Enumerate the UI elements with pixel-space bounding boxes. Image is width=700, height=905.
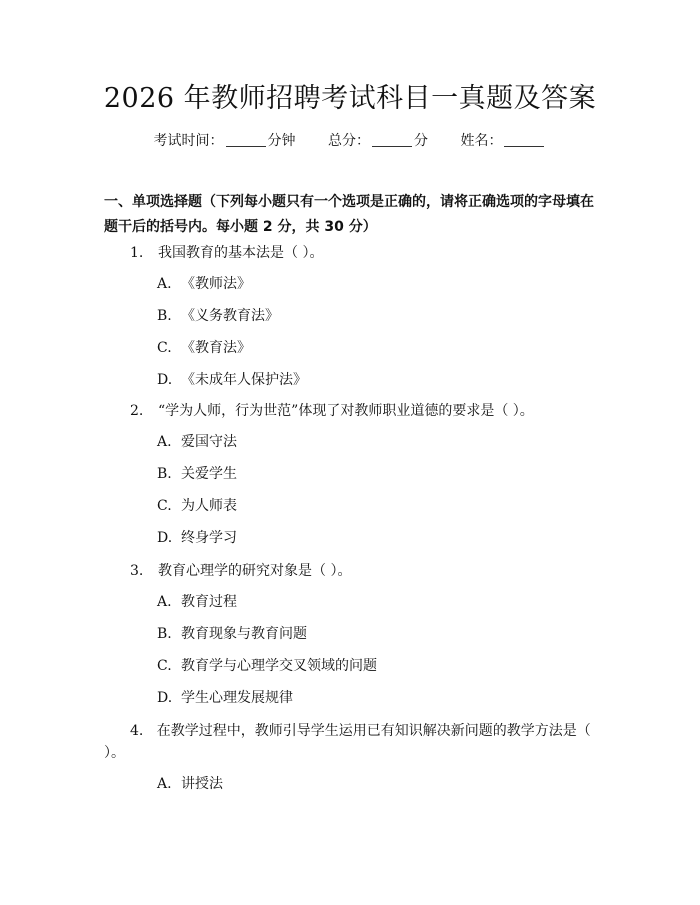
total-score-unit: 分	[414, 133, 428, 149]
exam-title: 2026 年教师招聘考试科目一真题及答案	[103, 83, 597, 114]
option-text: 《教师法》	[181, 276, 251, 292]
question-number: 2.	[130, 403, 144, 419]
question-1-option-c	[157, 338, 251, 358]
option-letter: C.	[157, 658, 172, 674]
option-letter: B.	[157, 466, 172, 482]
option-letter: B.	[157, 308, 172, 324]
question-3-option-c	[157, 656, 377, 676]
exam-time-unit: 分钟	[267, 133, 296, 149]
exam-time-blank	[226, 132, 266, 147]
option-letter: B.	[157, 626, 172, 642]
question-2-option-b	[157, 464, 237, 484]
question-3-option-b	[157, 624, 307, 644]
question-number: 4.	[130, 723, 144, 739]
question-1-option-b	[157, 306, 279, 326]
option-text: 《未成年人保护法》	[181, 372, 307, 388]
question-1	[104, 242, 598, 264]
option-text: 关爱学生	[181, 466, 237, 482]
name-label: 姓名：	[460, 133, 503, 149]
exam-time-field	[154, 133, 300, 149]
option-text: 爱国守法	[181, 434, 237, 450]
option-letter: A.	[157, 434, 172, 450]
question-4	[104, 720, 598, 764]
question-2	[104, 400, 598, 422]
option-letter: D.	[157, 372, 173, 388]
question-1-option-d	[157, 370, 307, 390]
exam-time-label: 考试时间：	[153, 133, 224, 149]
name-field	[460, 133, 546, 149]
question-3-option-a	[157, 592, 237, 612]
question-2-option-d	[157, 528, 237, 548]
option-letter: D.	[157, 690, 173, 706]
question-text: 教育心理学的研究对象是（ ）。	[158, 563, 352, 579]
question-text: “学为人师，行为世范”体现了对教师职业道德的要求是（ ）。	[158, 403, 534, 419]
question-text: 我国教育的基本法是（ ）。	[158, 245, 324, 261]
option-text: 《义务教育法》	[181, 308, 279, 324]
option-letter: A.	[157, 594, 172, 610]
question-text: 在教学过程中，教师引导学生运用已有知识解决新问题的教学方法是（ ）。	[104, 723, 591, 761]
exam-meta	[0, 131, 700, 151]
name-blank	[504, 132, 544, 147]
section-heading: 一、单项选择题（下列每小题只有一个选项是正确的，请将正确选项的字母填在题干后的括号内。每小题 2 分，共 30 分）	[104, 194, 594, 235]
total-score-field	[328, 133, 432, 149]
question-1-option-a	[157, 274, 251, 294]
question-3-option-d	[157, 688, 293, 708]
option-text: 《教育法》	[181, 340, 251, 356]
question-2-option-c	[157, 496, 237, 516]
option-letter: A.	[157, 776, 172, 792]
option-text: 为人师表	[181, 498, 237, 514]
option-text: 教育学与心理学交叉领域的问题	[181, 658, 377, 674]
question-number: 1.	[130, 245, 144, 261]
option-text: 讲授法	[181, 776, 223, 792]
option-letter: D.	[157, 530, 173, 546]
question-3	[104, 560, 598, 582]
option-letter: C.	[157, 498, 172, 514]
option-text: 教育现象与教育问题	[181, 626, 307, 642]
option-letter: C.	[157, 340, 172, 356]
question-4-option-a	[157, 774, 223, 794]
total-score-label: 总分：	[328, 133, 370, 149]
total-score-blank	[372, 132, 412, 147]
question-number: 3.	[130, 563, 144, 579]
question-2-option-a	[157, 432, 237, 452]
option-text: 教育过程	[181, 594, 237, 610]
option-text: 学生心理发展规律	[181, 690, 293, 706]
option-letter: A.	[157, 276, 172, 292]
option-text: 终身学习	[181, 530, 237, 546]
